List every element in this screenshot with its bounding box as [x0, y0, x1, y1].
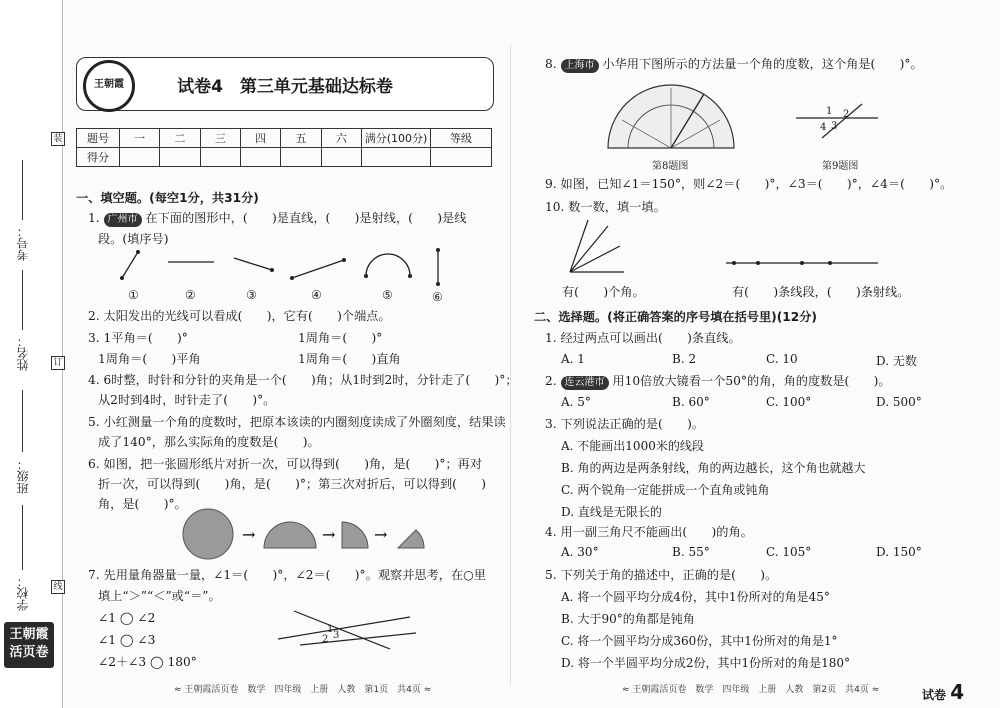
- paper-tag-number: 4: [950, 680, 965, 704]
- q3-c: 1周角＝( )平角: [98, 352, 201, 366]
- q10-point: [828, 261, 832, 265]
- paper-tag-label: 试卷: [922, 688, 947, 702]
- score-table: [76, 128, 492, 167]
- q3-d: 1周角＝( )直角: [298, 352, 401, 366]
- mc3-option-b[interactable]: B. 角的两边是两条射线，角的两边越长，这个角也就越大: [561, 461, 866, 475]
- fig9-intersecting-lines: [792, 98, 882, 140]
- fig4-endpoint: [290, 276, 294, 280]
- mc4-text: 4. 用一副三角尺不能画出( )的角。: [545, 525, 753, 539]
- q1-line2: 段。(填序号): [98, 232, 169, 246]
- mc2-text: 用10倍放大镜看一个50°的角，角的度数是( )。: [612, 374, 891, 388]
- exam-no-label: 考号：: [16, 225, 30, 261]
- q7-figure: [270, 605, 420, 655]
- q6-line1: 6. 如图，把一张圆形纸片对折一次，可以得到( )角，是( )°；再对: [88, 457, 483, 471]
- q7-line-b: [300, 633, 416, 645]
- fig6-label: ⑥: [432, 290, 443, 304]
- arrow-icon: →: [242, 525, 256, 544]
- city-badge-guangzhou: 广州市: [104, 213, 142, 227]
- page-title: 试卷4 第三单元基础达标卷: [177, 77, 393, 97]
- fig5-arc: [366, 254, 410, 276]
- q1-number: 1.: [88, 211, 100, 225]
- q1-text: 在下面的图形中，( )是直线，( )是射线，( )是线: [145, 211, 467, 225]
- q6-line2: 折一次，可以得到( )角，是( )°；第三次对折后，可以得到( ): [98, 477, 487, 491]
- score-table-score-row: [77, 148, 492, 167]
- mc4-option-d[interactable]: D. 150°: [876, 545, 922, 559]
- fig5-label: ⑤: [382, 288, 393, 302]
- mc3-option-a[interactable]: A. 不能画出1000米的线段: [561, 439, 704, 453]
- paper-number-tag: [922, 680, 964, 704]
- brand-block: [4, 622, 54, 668]
- q7-angle-label-3: 3: [333, 630, 340, 641]
- q4-line1: 4. 6时整，时针和分针的夹角是一个( )角；从1时到2时，分针走了( )°；: [88, 373, 518, 387]
- q7-angle-label-1: 1: [327, 624, 334, 635]
- score-cell[interactable]: [160, 148, 200, 167]
- class-line: [22, 390, 23, 452]
- part1-heading: 一、填空题。(每空1分，共31分): [76, 191, 259, 205]
- mc2-option-d[interactable]: D. 500°: [876, 395, 922, 409]
- score-cell[interactable]: [362, 148, 431, 167]
- name-label: 姓名：: [16, 335, 30, 371]
- fig1-endpoint: [120, 276, 124, 280]
- mc5-text: 5. 下列关于角的描述中，正确的是( )。: [545, 568, 778, 582]
- score-row-label: 得分: [77, 148, 120, 167]
- mc4-option-a[interactable]: A. 30°: [561, 545, 599, 559]
- score-header-cell: 三: [200, 129, 240, 148]
- mc2-option-b[interactable]: B. 60°: [672, 395, 710, 409]
- brand-sub: 活页卷: [9, 645, 49, 660]
- q10-angle-rays: [564, 216, 628, 276]
- mc4-option-c[interactable]: C. 105°: [766, 545, 812, 559]
- mc2-number: 2.: [545, 374, 557, 388]
- city-badge-lianyungang: 连云港市: [561, 376, 609, 390]
- q10-line-points: [722, 256, 882, 270]
- q7-compare3[interactable]: ∠2＋∠3 ◯ 180°: [98, 655, 197, 669]
- class-label: 班级：: [16, 458, 30, 494]
- protractor-figure: [604, 82, 738, 154]
- fig4-segment: [292, 260, 344, 278]
- score-header-cell: 一: [120, 129, 160, 148]
- q7-compare1[interactable]: ∠1 ◯ ∠2: [98, 611, 156, 625]
- school-line: [22, 505, 23, 570]
- part2-heading: 二、选择题。(将正确答案的序号填在括号里)(12分): [534, 310, 817, 324]
- score-cell[interactable]: [120, 148, 160, 167]
- q5-line2: 成了140°，那么实际角的度数是( )。: [98, 435, 320, 449]
- q8-text: 小华用下图所示的方法量一个角的度数，这个角是( )°。: [602, 57, 923, 71]
- q8-number: 8.: [545, 57, 557, 71]
- brand-logo: 王朝霞: [83, 60, 135, 112]
- fig5-endpoint: [364, 274, 368, 278]
- mc5-option-b[interactable]: B. 大于90°的角都是钝角: [561, 612, 695, 626]
- arrow-icon: →: [374, 525, 388, 544]
- q1-line1: [88, 209, 466, 227]
- page-divider: [510, 45, 511, 685]
- q7-angle-label-2: 2: [322, 634, 329, 645]
- q7-line1: 7. 先用量角器量一量，∠1＝( )°，∠2＝( )°。观察并思考，在○里: [88, 568, 486, 582]
- q6-folding-figure: [180, 508, 440, 564]
- brand-name: 王朝霞: [9, 627, 49, 642]
- fig1-endpoint: [136, 250, 140, 254]
- q9-text: 9. 如图，已知∠1＝150°，则∠2＝( )°，∠3＝( )°，∠4＝( )°。: [545, 177, 953, 191]
- half-circle: [264, 522, 316, 548]
- fig4-label: ④: [311, 288, 322, 302]
- city-badge-shanghai: 上海市: [561, 59, 599, 73]
- fig8-caption: 第8题图: [652, 161, 689, 172]
- fig2-label: ②: [185, 288, 196, 302]
- q4-line2: 从2时到4时，时针走了( )°。: [98, 393, 276, 407]
- score-cell[interactable]: [281, 148, 321, 167]
- mc1-option-d[interactable]: D. 无数: [876, 354, 917, 368]
- q10-answer-b: 有( )条线段，( )条射线。: [732, 285, 910, 299]
- fig3-endpoint: [270, 268, 274, 272]
- q1-figures: [110, 246, 450, 302]
- q10-ray: [570, 226, 608, 272]
- arrow-icon: →: [322, 525, 336, 544]
- score-header-cell: 题号: [77, 129, 120, 148]
- score-header-cell: 六: [321, 129, 361, 148]
- q2-text: 2. 太阳发出的光线可以看成( )，它有( )个端点。: [88, 309, 391, 323]
- q3-a: 3. 1平角＝( )°: [88, 331, 188, 345]
- mc1-option-c[interactable]: C. 10: [766, 352, 798, 366]
- q10-point: [756, 261, 760, 265]
- mc5-option-a[interactable]: A. 将一个圆平均分成4份，其中1份所对的角是45°: [561, 590, 830, 604]
- right-footer: ≈ 王朝霞活页卷 数学 四年级 上册 人教 第2页 共4页 ≈: [622, 685, 880, 695]
- name-line: [22, 270, 23, 330]
- mc1-option-a[interactable]: A. 1: [561, 352, 585, 366]
- mc3-option-c[interactable]: C. 两个锐角一定能拼成一个直角或钝角: [561, 483, 770, 497]
- binding-mark-2: 订: [51, 356, 65, 370]
- school-label: 学校：: [16, 575, 30, 611]
- fig4-endpoint: [342, 258, 346, 262]
- full-circle: [183, 509, 233, 559]
- fig9-angle-4: 4: [820, 122, 827, 133]
- quarter-circle: [342, 522, 368, 548]
- q10-answer-a: 有( )个角。: [562, 285, 645, 299]
- fig3-ray: [234, 258, 272, 270]
- q10-point: [800, 261, 804, 265]
- exam-no-line: [22, 160, 23, 220]
- eighth-circle: [398, 530, 424, 548]
- mc2-line: [545, 372, 891, 390]
- q8-line: [545, 55, 923, 73]
- score-table-header-row: [77, 129, 492, 148]
- mc2-option-a[interactable]: A. 5°: [561, 395, 591, 409]
- fig9-caption: 第9题图: [822, 161, 859, 172]
- score-header-cell: 等级: [431, 129, 492, 148]
- mc3-text: 3. 下列说法正确的是( )。: [545, 417, 705, 431]
- binding-mark-1: 装: [51, 132, 65, 146]
- fig9-angle-3: 3: [831, 121, 838, 132]
- fig6-endpoint: [436, 282, 440, 286]
- score-cell[interactable]: [321, 148, 361, 167]
- q6-line3: 角，是( )°。: [98, 497, 187, 511]
- score-cell[interactable]: [200, 148, 240, 167]
- mc4-option-b[interactable]: B. 55°: [672, 545, 710, 559]
- score-cell[interactable]: [431, 148, 492, 167]
- fig5-endpoint: [408, 274, 412, 278]
- score-header-cell: 五: [281, 129, 321, 148]
- fig9-angle-1: 1: [826, 106, 833, 117]
- fig9-angle-2: 2: [843, 109, 850, 120]
- mc1-option-b[interactable]: B. 2: [672, 352, 697, 366]
- q10-text: 10. 数一数，填一填。: [545, 200, 666, 214]
- mc1-text: 1. 经过两点可以画出( )条直线。: [545, 331, 741, 345]
- score-cell[interactable]: [240, 148, 280, 167]
- q7-transversal: [294, 611, 390, 649]
- score-header-cell: 满分(100分): [362, 129, 431, 148]
- q10-point: [732, 261, 736, 265]
- q7-line2: 填上“＞”“＜”或“＝”。: [98, 589, 221, 603]
- left-footer: ≈ 王朝霞活页卷 数学 四年级 上册 人教 第1页 共4页 ≈: [174, 685, 432, 695]
- q5-line1: 5. 小红测量一个角的度数时，把原本该读的内圈刻度读成了外圈刻度，结果读: [88, 415, 506, 429]
- title-bar: [76, 57, 494, 111]
- score-header-cell: 二: [160, 129, 200, 148]
- q7-compare2[interactable]: ∠1 ◯ ∠3: [98, 633, 156, 647]
- mc2-option-c[interactable]: C. 100°: [766, 395, 812, 409]
- fig3-label: ③: [246, 288, 257, 302]
- fig1-label: ①: [128, 288, 139, 302]
- score-header-cell: 四: [240, 129, 280, 148]
- mc5-option-c[interactable]: C. 将一个圆平均分成360份，其中1份所对的角是1°: [561, 634, 838, 648]
- binding-mark-3: 线: [51, 580, 65, 594]
- fig1-segment: [122, 252, 138, 278]
- binding-sidebar: [0, 0, 63, 708]
- fig6-endpoint: [436, 248, 440, 252]
- q3-b: 1周角＝( )°: [298, 331, 383, 345]
- mc5-option-d[interactable]: D. 将一个半圆平均分成2份，其中1份所对的角是180°: [561, 656, 850, 670]
- mc3-option-d[interactable]: D. 直线是无限长的: [561, 505, 662, 519]
